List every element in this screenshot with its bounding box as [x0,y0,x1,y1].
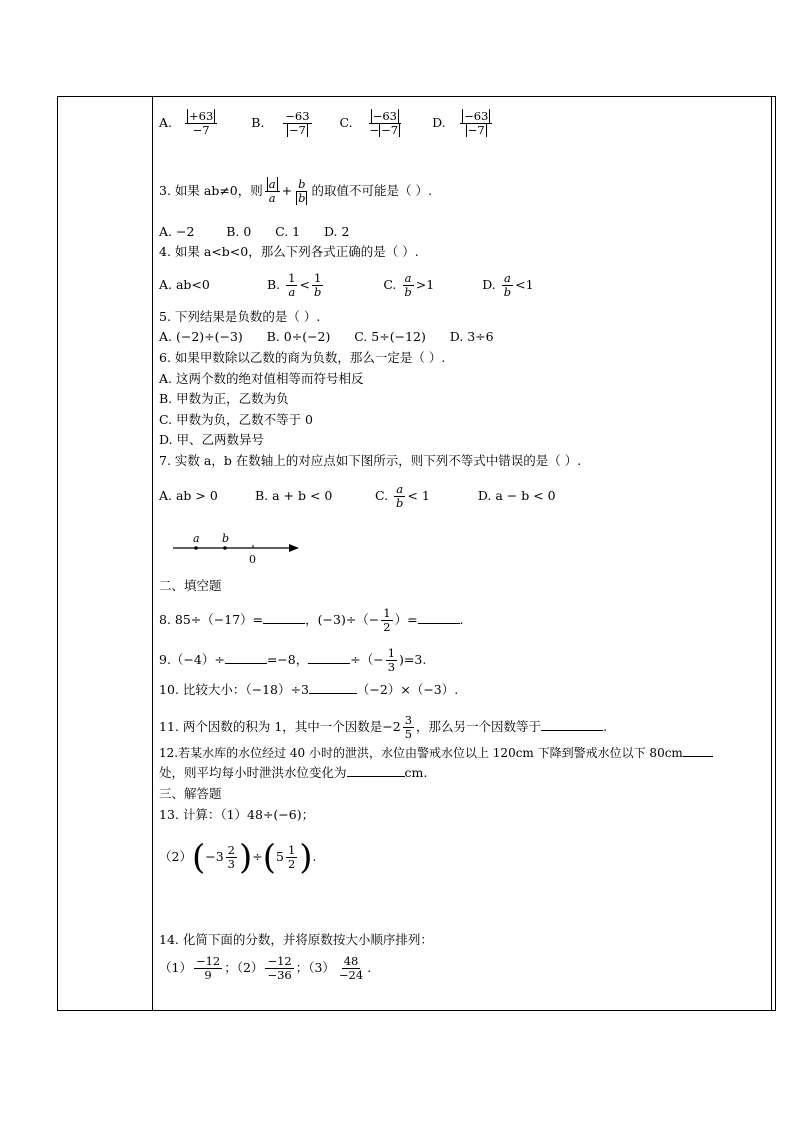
q7-stem: 7. 实数 a，b 在数轴上的对应点如下图所示，则下列不等式中错误的是（ ）. [159,453,582,468]
q2-option-c-label: C. [339,115,353,130]
q5-options: A. (−2)÷(−3) B. 0÷(−2) C. 5÷(−12) D. 3÷6 [159,329,494,344]
section-solve-heading: 三、解答题 [159,786,222,801]
q4-b-f2-num: 1 [313,271,322,285]
q2-b-den: −7 [288,123,306,137]
q4-c-rel: >1 [415,277,435,292]
q3-f2-den: b [298,191,306,205]
q2-d-den: −7 [467,123,485,137]
q13-whole-1: −3 [205,849,224,864]
right-border [771,97,772,1010]
q2-option-b-label: B. [251,115,265,130]
q4-d-frac [502,272,513,299]
q3-fraction-1 [265,178,280,205]
q3-stem: 3. 如果 ab≠0，则 $\frac{a}{a}$ + $\frac{b}{b}$ 的取值不可能是（ ）. [159,177,432,205]
q12-line-1 [159,745,713,761]
q13-n1: 2 [227,843,235,857]
q2-a-num: +63 [189,109,214,123]
q7-c-den: b [396,496,404,510]
q7-option-a: A. ab > 0 [159,488,218,503]
q2-c-den-sign: − [369,123,380,137]
q7-option-b: B. a + b < 0 [254,488,333,503]
q2-d-num: −63 [464,109,489,123]
q8-fraction [381,607,392,634]
q13-divide: ÷ [252,849,263,864]
q14-f1-den: 9 [204,968,212,982]
q9-text-1: 9.（−4）÷ [159,652,225,667]
q14-frac-3 [337,955,365,982]
q4-c-den: b [404,285,412,299]
q4-b-f1-num: 1 [288,271,296,285]
number-line [171,528,311,568]
q4-option-b-label: B. [266,277,281,292]
q12-blank-1[interactable] [683,756,713,757]
q6-stem: 6. 如果甲数除以乙数的商为负数，那么一定是（ ）. [159,350,446,365]
q12-text-3: cm. [404,765,428,780]
q10-text-2: （−2）×（−3）. [356,682,459,697]
q8-text-3: ）= [394,612,418,627]
q2-option-b-fraction [283,110,311,137]
q12-text-1: 12.若某水库的水位经过 40 小时的泄洪，水位由警戒水位以上 120cm 下降到警戒水位以下 80cm [159,746,683,760]
q4-c-num: a [404,271,412,285]
q2-option-a-label: A. [159,115,173,130]
q8-den: 2 [383,620,391,634]
q4-b-frac-2 [312,272,323,299]
q2-a-den: −7 [192,123,210,137]
q14-end: . [367,960,372,975]
q11-text-1: 11. 两个因数的积为 1，其中一个因数是 [159,719,383,734]
q4-b-frac-1 [286,272,297,299]
q3-f1-den: a [268,191,276,205]
q14-stem: 14. 化简下面的分数，并将原数按大小顺序排列： [159,932,433,947]
q14-sep-2: ；（3） [295,960,335,975]
q10-text-1: 10. 比较大小：（−18）÷3 [159,682,309,697]
q2-b-num: −63 [285,109,310,123]
q8-text-4: . [459,612,464,627]
q9-fraction [386,647,397,674]
q4-b-f1-den: a [288,285,296,299]
q9-den: 3 [387,660,396,674]
q2-option-d-fraction [460,110,492,137]
q4-d-num: a [503,271,511,285]
q6-option-a: A. 这两个数的绝对值相等而符号相反 [159,371,364,386]
q7-options [159,483,556,510]
q14-f3-den: −24 [338,968,364,982]
q11-blank[interactable] [541,730,603,731]
q12-blank-2[interactable] [347,776,405,777]
q4-d-rel: <1 [515,277,534,292]
q4-d-den: b [503,285,512,299]
q14-f2-num: −12 [267,954,292,968]
q7-c-rel: < 1 [407,488,430,503]
q2-c-num: −63 [372,109,397,123]
q14-f1-num: −12 [195,954,221,968]
point-a [194,546,198,550]
q5-stem: 5. 下列结果是负数的是（ ）. [159,309,321,324]
q14-frac-1 [194,955,222,982]
q4-option-d-label: D. [482,277,496,292]
point-b [223,546,227,550]
q14-p1: （1） [159,960,192,975]
q4-options: A. ab<0 B. $\frac{1}{a}$ < $\frac{1}{b}$ C. $\frac{a}{b}$ >1 D. $\frac{a}{b}$ <1 [159,271,534,299]
section-fill-in-heading: 二、填空题 [159,578,222,593]
q9-text-3: ÷（− [350,652,384,667]
q11-fraction [403,714,414,741]
point-a-label: a [193,532,200,545]
q7-c-num: a [396,482,404,496]
q13-d1: 3 [227,857,235,871]
q3-suffix: 的取值不可能是（ ）. [311,183,432,198]
q3-options: A. −2 B. 0 C. 1 D. 2 [159,224,350,239]
q11-den: 5 [404,727,413,741]
q13-frac-1 [226,844,237,871]
q7-option-c-label: C. [374,488,389,503]
q9-text-2: =−8， [266,652,309,667]
q13-n2: 1 [287,843,296,857]
q13-end: . [312,849,317,864]
q8-text-1: 8. 85÷（−17）= [159,612,264,627]
q3-f1-num: a [268,177,276,191]
q11-num: 3 [404,713,413,727]
q7-c-frac [394,483,405,510]
q13-part-2: （2）(−3 $\frac{2}{3}$ )÷(5 $\frac{1}{2}$ ). [159,837,317,878]
q14-frac-2 [265,955,293,982]
q8-blank-1[interactable] [263,623,305,624]
q2-option-a-fraction [185,110,217,137]
q2-c-den: −7 [381,123,399,137]
q9 [159,647,426,674]
q8-blank-2[interactable] [418,623,460,624]
q14-fractions [159,955,371,982]
q10-blank[interactable] [309,693,357,694]
arrow-right-icon [289,544,299,552]
q9-blank-2[interactable] [308,663,350,664]
q2-options [159,110,494,137]
q4-option-a: A. ab<0 [159,277,210,292]
q11 [159,714,607,741]
q13-d2: 2 [287,857,296,871]
q8-text-2: ，(−3)÷（− [305,612,380,627]
q4-stem: 4. 如果 a<b<0，那么下列各式正确的是（ ）. [159,244,419,259]
q13-whole-2: 5 [276,849,284,864]
q2-option-d-label: D. [432,115,446,130]
q14-f3-num: 48 [343,954,359,968]
q13-part2-label: （2） [159,849,192,864]
q4-c-frac [402,272,413,299]
q6-option-b: B. 甲数为正，乙数为负 [159,391,289,406]
q11-text-3: . [603,719,608,734]
q9-text-4: )=3. [399,652,427,667]
zero-label: 0 [249,553,256,566]
q9-blank-1[interactable] [225,663,267,664]
q14-sep-1: ；（2） [224,960,264,975]
column-divider [152,97,153,1010]
point-b-label: b [222,532,230,545]
q11-whole: −2 [382,719,401,734]
q3-fraction-2 [294,178,309,205]
q13-part-1: 13. 计算：（1）48÷(−6)； [159,807,315,822]
q12-line-2 [159,765,427,781]
q4-option-c-label: C. [383,277,397,292]
q9-num: 1 [387,646,396,660]
q3-f2-num: b [298,177,306,191]
q13-frac-2 [286,844,297,871]
q6-option-c: C. 甲数为负，乙数不等于 0 [159,412,313,427]
q8-num: 1 [383,606,391,620]
q7-option-d: D. a − b < 0 [477,488,556,503]
q12-text-2: 处，则平均每小时泄洪水位变化为 [159,765,347,780]
q14-f2-den: −36 [267,968,292,982]
q8 [159,607,464,634]
q3-prefix: 3. 如果 ab≠0，则 [159,183,263,198]
q4-b-f2-den: b [313,285,322,299]
q2-option-c-fraction [368,110,403,137]
q6-option-d: D. 甲、乙两数异号 [159,432,265,447]
q10 [159,682,458,698]
q11-text-2: ，那么另一个因数等于 [416,719,542,734]
